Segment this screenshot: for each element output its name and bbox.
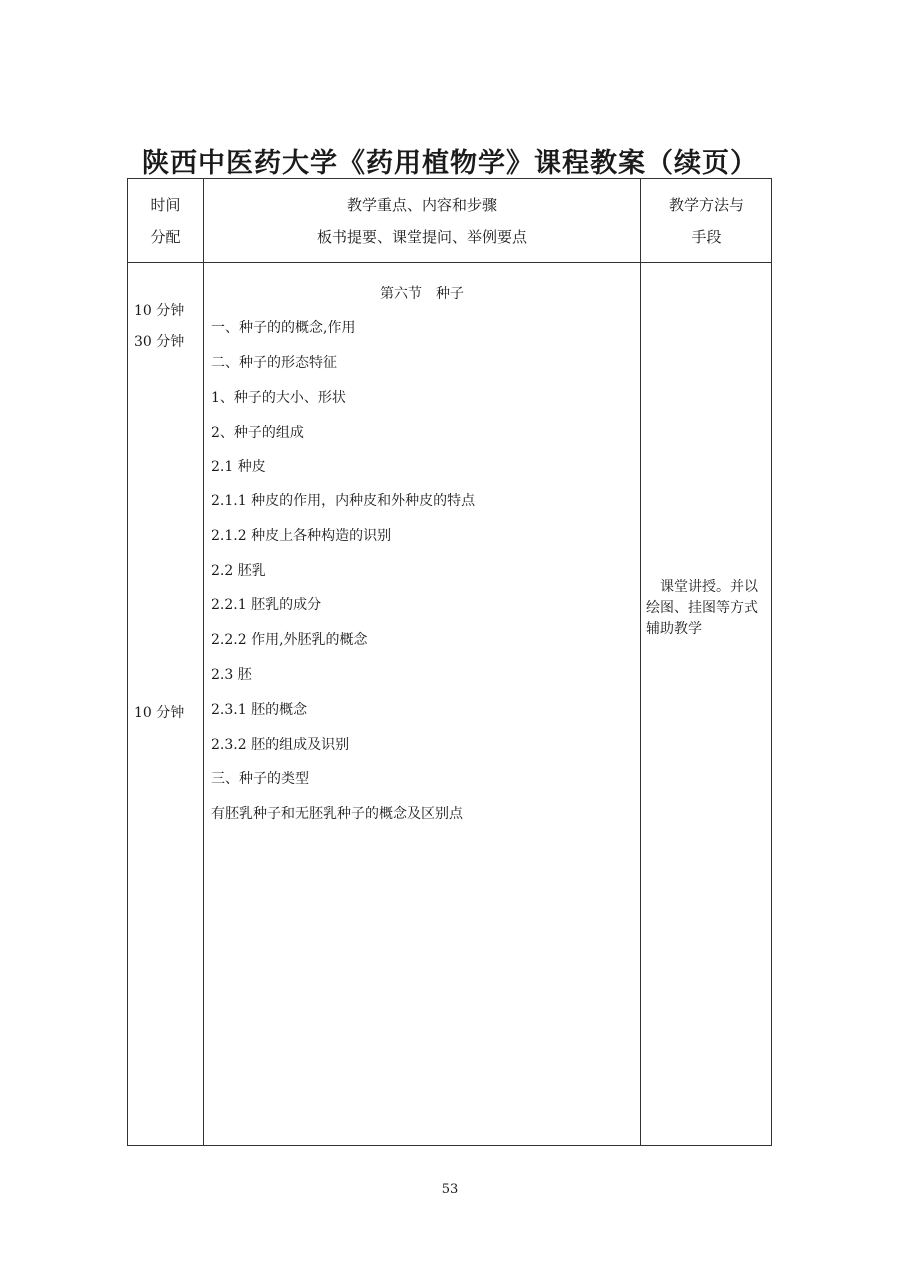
content-line: 2.2 胚乳 bbox=[211, 563, 266, 579]
teaching-method-text: 课堂讲授。并以绘图、挂图等方式辅助教学 bbox=[646, 579, 758, 637]
header-content-line1: 教学重点、内容和步骤 bbox=[346, 195, 497, 214]
time-allocation: 10 分钟 bbox=[134, 303, 185, 319]
content-line: 2.1 种皮 bbox=[211, 459, 266, 475]
column-divider bbox=[203, 179, 204, 1145]
content-line: 三、种子的类型 bbox=[211, 771, 309, 787]
header-method-line1: 教学方法与 bbox=[668, 195, 744, 214]
content-line: 2.3 胚 bbox=[211, 667, 252, 683]
header-time-line1: 时间 bbox=[150, 195, 181, 214]
header-teaching-method bbox=[641, 179, 772, 262]
column-divider bbox=[640, 179, 641, 1145]
content-line: 1、种子的大小、形状 bbox=[211, 390, 346, 406]
header-teaching-content bbox=[204, 179, 640, 262]
header-time-allocation bbox=[128, 179, 203, 262]
header-content-line2: 板书提要、课堂提问、举例要点 bbox=[316, 227, 527, 246]
header-divider bbox=[128, 262, 771, 263]
content-line: 2.1.2 种皮上各种构造的识别 bbox=[211, 528, 392, 544]
content-line: 2、种子的组成 bbox=[211, 425, 304, 441]
content-line: 2.2.2 作用,外胚乳的概念 bbox=[211, 632, 368, 648]
header-time-line2: 分配 bbox=[150, 227, 181, 246]
page-title: 陕西中医药大学《药用植物学》课程教案（续页） bbox=[142, 148, 758, 179]
content-line: 2.2.1 胚乳的成分 bbox=[211, 597, 322, 613]
content-line: 2.1.1 种皮的作用，内种皮和外种皮的特点 bbox=[211, 493, 476, 509]
content-line: 二、种子的形态特征 bbox=[211, 355, 337, 371]
content-line: 2.3.1 胚的概念 bbox=[211, 702, 308, 718]
time-allocation: 10 分钟 bbox=[134, 705, 185, 721]
header-method-line2: 手段 bbox=[691, 227, 722, 246]
content-line: 有胚乳种子和无胚乳种子的概念及区别点 bbox=[211, 806, 463, 822]
page-number: 53 bbox=[441, 1182, 459, 1197]
content-line: 2.3.2 胚的组成及识别 bbox=[211, 737, 350, 753]
lesson-plan-table bbox=[127, 178, 772, 1146]
time-allocation: 30 分钟 bbox=[134, 334, 185, 350]
content-line: 一、种子的的概念,作用 bbox=[211, 320, 356, 336]
section-heading: 第六节 种子 bbox=[380, 286, 464, 302]
